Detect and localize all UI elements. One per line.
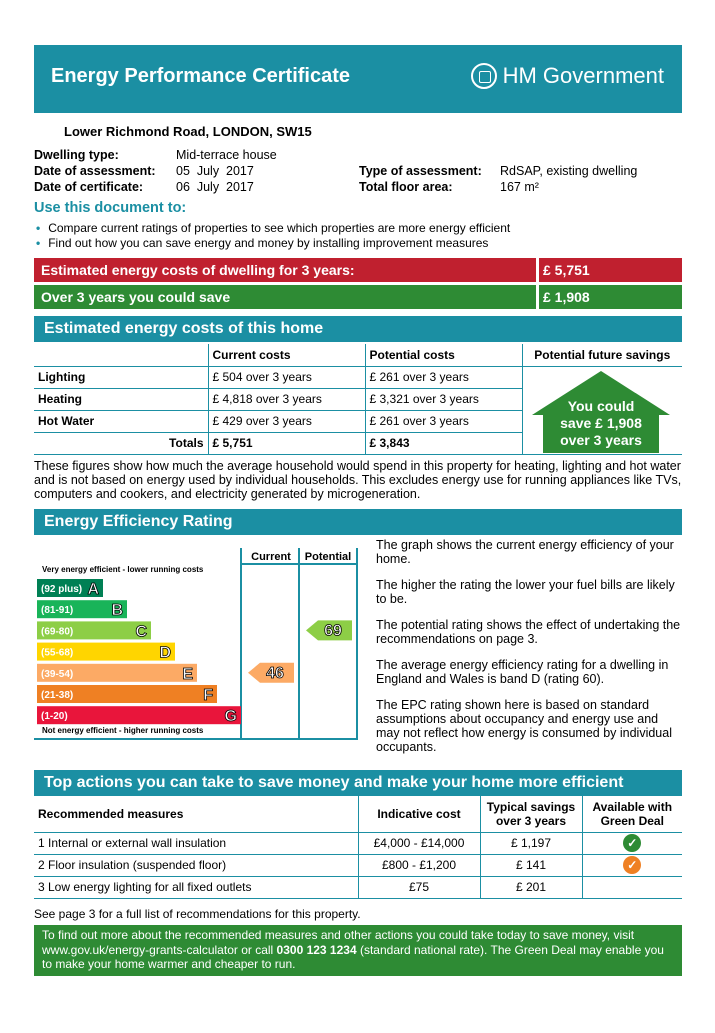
table-row <box>34 876 682 898</box>
measure-name: 3 Low energy lighting for all fixed outlets <box>34 876 358 898</box>
header-future-savings: Potential future savings <box>522 344 682 366</box>
row-potential: £ 261 over 3 years <box>365 366 522 388</box>
footer-text: To find out more about the recommended measures and other actions you could take today to save money, visit www.gov.uk/energy-grants-calculator or call <box>42 928 635 957</box>
band-range-label: (69-80) <box>41 626 74 638</box>
use-document-title: Use this document to: <box>34 200 187 216</box>
band-letter: E <box>182 665 193 683</box>
costs-note: These figures show how much the average household would spend in this property for heating, lighting and hot water and is not based on energy used by individual households. This excludes energy use for running appliances like TVs, computers and cookers, and electricity generated by microgeneration. <box>34 459 682 501</box>
header-current-costs: Current costs <box>208 344 365 366</box>
rating-explanation <box>376 538 682 754</box>
band-letter: A <box>87 581 99 598</box>
rating-section-title: Energy Efficiency Rating <box>44 513 233 530</box>
dwelling-type-value: Mid-terrace house <box>176 148 277 162</box>
date-assessment-value: 05 July 2017 <box>176 164 254 178</box>
table-row <box>34 832 682 854</box>
header-savings: Typical savings over 3 years <box>480 796 582 832</box>
band-letter: D <box>159 644 171 662</box>
royal-crest-icon <box>471 63 497 89</box>
band-letter: C <box>135 623 147 641</box>
band-letter: F <box>203 687 213 704</box>
could-save-label: Over 3 years you could save <box>41 289 231 305</box>
band-range-label: (81-91) <box>41 605 74 617</box>
footer-phone: 0300 123 1234 <box>276 942 357 957</box>
use-bullet-text: Compare current ratings of properties to see which properties are more energy efficient <box>48 221 511 235</box>
header-measures: Recommended measures <box>34 796 358 832</box>
measure-saving: £ 141 <box>480 854 582 876</box>
rating-section-header <box>34 509 682 535</box>
type-assessment-label: Type of assessment: <box>359 164 482 178</box>
costs-section-header <box>34 316 682 342</box>
row-current: £ 429 over 3 years <box>208 410 365 432</box>
actions-section-title: Top actions you can take to save money and make your home more efficient <box>44 774 624 791</box>
date-certificate-label: Date of certificate: <box>34 180 144 194</box>
band-range-label: (1-20) <box>41 711 68 723</box>
measure-saving: £ 201 <box>480 876 582 898</box>
measure-name: 2 Floor insulation (suspended floor) <box>34 854 358 876</box>
footer-info-box <box>34 925 682 976</box>
totals-potential: £ 3,843 <box>365 432 522 454</box>
dwelling-type-label: Dwelling type: <box>34 148 119 162</box>
band-range-label: (92 plus) <box>41 584 83 595</box>
estimated-cost-label: Estimated energy costs of dwelling for 3 years: <box>41 262 355 278</box>
row-name: Lighting <box>34 366 208 388</box>
row-potential: £ 3,321 over 3 years <box>365 388 522 410</box>
green-deal-check-icon: ✓ <box>623 834 641 852</box>
header-banner <box>34 45 682 113</box>
col-potential-label: Potential <box>304 551 352 563</box>
row-current: £ 4,818 over 3 years <box>208 388 365 410</box>
savings-line: save £ 1,908 <box>560 415 642 431</box>
savings-line: You could <box>567 398 635 414</box>
use-bullet: • Find out how you can save energy and money by installing improvement measures <box>36 236 489 250</box>
row-name: Hot Water <box>34 410 208 432</box>
type-assessment-value: RdSAP, existing dwelling <box>500 164 638 178</box>
hm-government-text: HM Government <box>502 63 664 88</box>
use-bullet-text: Find out how you can save energy and money by installing improvement measures <box>48 236 489 250</box>
band-letter: G <box>224 708 237 726</box>
measure-cost: £800 - £1,200 <box>358 854 480 876</box>
page-title: Energy Performance Certificate <box>51 65 351 87</box>
table-header-row <box>34 344 682 366</box>
totals-label: Totals <box>34 432 208 454</box>
band-range-label: (55-68) <box>41 647 74 659</box>
hm-government-logo <box>471 63 664 89</box>
savings-line: over 3 years <box>560 432 642 448</box>
estimated-cost-bar <box>34 258 682 282</box>
measure-cost: £4,000 - £14,000 <box>358 832 480 854</box>
actions-section-header <box>34 770 682 796</box>
rating-text-para: The potential rating shows the effect of undertaking the recommendations on page 3. <box>376 618 681 646</box>
costs-section-title: Estimated energy costs of this home <box>44 320 324 337</box>
estimated-cost-value: £ 5,751 <box>543 262 590 278</box>
green-deal-check-icon: ✓ <box>623 856 641 874</box>
actions-table <box>34 796 682 899</box>
table-header-row <box>34 796 682 832</box>
totals-current: £ 5,751 <box>208 432 365 454</box>
col-current-label: Current <box>251 551 291 563</box>
header-green-deal: Available with Green Deal <box>582 796 682 832</box>
current-rating-value: 46 <box>266 664 284 682</box>
date-assessment-label: Date of assessment: <box>34 164 156 178</box>
row-name: Heating <box>34 388 208 410</box>
footer-text: (standard national rate). The Green Deal may enable you to make your home warmer and cheaper to run. <box>42 942 664 971</box>
top-efficiency-label: Very energy efficient - lower running costs <box>42 565 204 574</box>
rating-text-para: The average energy efficiency rating for a dwelling in England and Wales is band D (rating 60). <box>376 658 669 686</box>
use-bullet: • Compare current ratings of properties to see which properties are more energy efficient <box>36 221 511 235</box>
measure-name: 1 Internal or external wall insulation <box>34 832 358 854</box>
band-range-label: (21-38) <box>41 690 74 701</box>
floor-area-value: 167 m² <box>500 180 539 194</box>
table-row <box>34 854 682 876</box>
see-page-note: See page 3 for a full list of recommendations for this property. <box>34 907 361 921</box>
bottom-efficiency-label: Not energy efficient - higher running costs <box>42 726 204 735</box>
rating-text-para: The higher the rating the lower your fuel bills are likely to be. <box>376 578 675 606</box>
header-cost: Indicative cost <box>358 796 480 832</box>
band-letter: B <box>111 602 123 620</box>
measure-saving: £ 1,197 <box>480 832 582 854</box>
row-potential: £ 261 over 3 years <box>365 410 522 432</box>
rating-text-para: The EPC rating shown here is based on standard assumptions about occupancy and energy use and may not reflect how energy is consumed by individual occupants. <box>376 698 672 754</box>
rating-graph <box>34 548 359 740</box>
savings-house-text <box>532 398 670 449</box>
efficiency-rating-chart <box>34 548 359 740</box>
rating-text-para: The graph shows the current energy efficiency of your home. <box>376 538 674 566</box>
header-potential-costs: Potential costs <box>365 344 522 366</box>
property-address: Lower Richmond Road, LONDON, SW15 <box>64 124 312 139</box>
date-certificate-value: 06 July 2017 <box>176 180 254 194</box>
could-save-bar <box>34 285 682 309</box>
band-range-label: (39-54) <box>41 668 74 680</box>
measure-cost: £75 <box>358 876 480 898</box>
potential-rating-value: 69 <box>324 622 342 640</box>
could-save-value: £ 1,908 <box>543 289 590 305</box>
row-current: £ 504 over 3 years <box>208 366 365 388</box>
floor-area-label: Total floor area: <box>359 180 453 194</box>
